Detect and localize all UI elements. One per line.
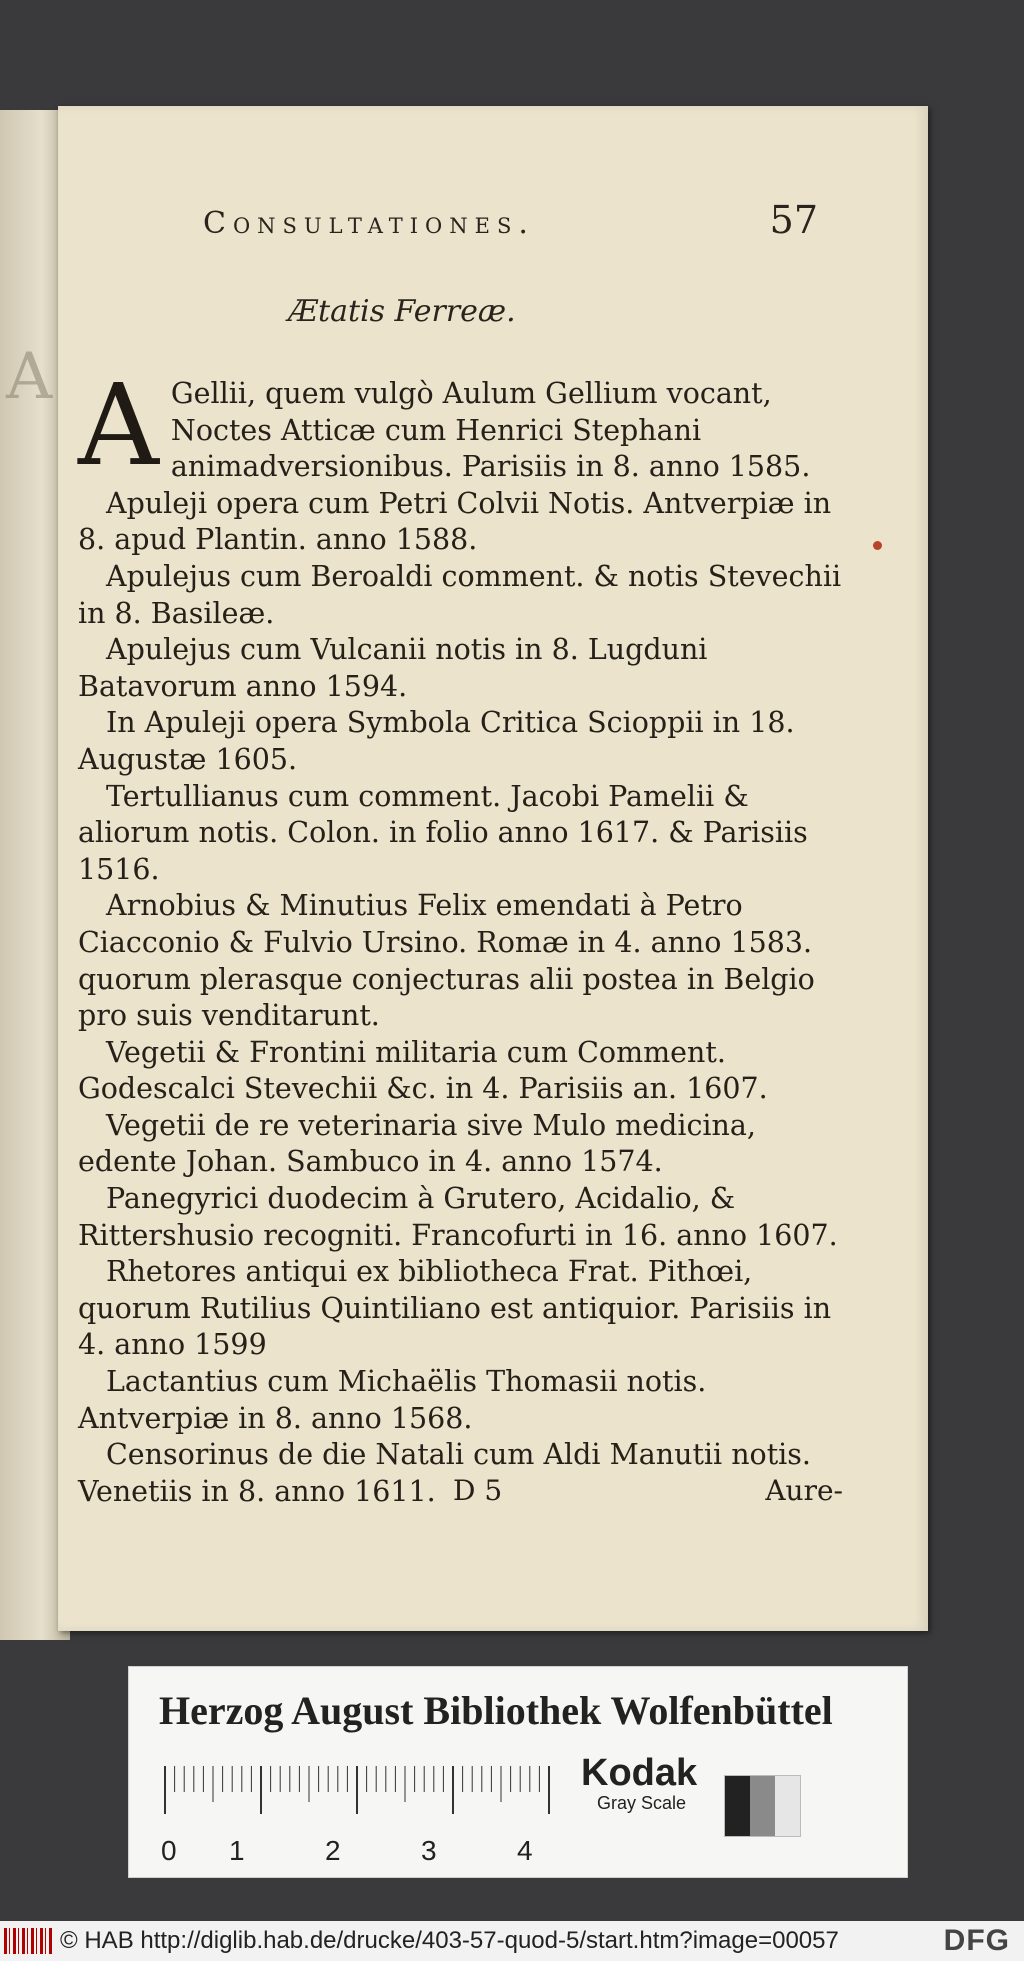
ruler-label: 4 (517, 1835, 533, 1866)
dfg-logo: DFG (943, 1924, 1010, 1957)
text-block (78, 361, 843, 1510)
section-title: Ætatis Ferreæ. (288, 294, 516, 329)
gray-scale-label: Gray Scale (597, 1793, 687, 1813)
ruler-label: 0 (161, 1835, 177, 1866)
swatch-light (775, 1776, 800, 1836)
ruler-label: 3 (421, 1835, 437, 1866)
ruler-ticks (165, 1766, 549, 1814)
entry: Vegetii de re veterinaria sive Mulo medicina, edente Johan. Sambuco in 4. anno 1574. (78, 1108, 756, 1179)
gray-swatch (724, 1775, 801, 1837)
ink-speck (873, 541, 882, 550)
entry: Panegyrici duodecim à Grutero, Acidalio, & Rittershusio recogniti. Francofurti in 16. anno 1607. (78, 1182, 838, 1252)
swatch-dark (725, 1776, 750, 1836)
ruler-label: 1 (229, 1835, 245, 1866)
entry: Lactantius cum Michaëlis Thomasii notis. Antverpiæ in 8. anno 1568. (78, 1365, 707, 1435)
entry: Vegetii & Frontini militaria cum Comment. Godescalci Stevechii &c. in 4. Parisiis an. 1607. (78, 1035, 768, 1106)
entry: Apuleji opera cum Petri Colvii Notis. Antverpiæ in 8. apud Plantin. anno 1588. (78, 486, 832, 557)
hab-barcode-icon (4, 1928, 52, 1954)
institution-name: Herzog August Bibliothek Wolfenbüttel (159, 1688, 833, 1733)
entry: Censorinus de die Natali cum Aldi Manutii notis. Venetiis in 8. anno 1611. (78, 1438, 811, 1508)
running-title: Consultationes. (203, 206, 535, 241)
entry: Rhetores antiqui ex bibliotheca Frat. Pithœi, quorum Rutilius Quintiliano est antiquior. Parisiis in 4. anno 1599 (78, 1255, 832, 1362)
entry: Apulejus cum Beroaldi comment. & notis Stevechii in 8. Basileæ. (78, 559, 842, 630)
attribution-text: © HAB http://diglib.hab.de/drucke/403-57-quod-5/start.htm?image=00057 (60, 1927, 839, 1954)
page-number: 57 (769, 198, 818, 242)
entry: Apulejus cum Vulcanii notis in 8. Lugduni Batavorum anno 1594. (78, 633, 708, 703)
signature-mark: D 5 (453, 1474, 503, 1507)
catchword: Aure- (765, 1474, 843, 1507)
drop-cap: A (78, 361, 159, 491)
entry (78, 361, 843, 491)
ruler (159, 1762, 579, 1872)
page-footer (78, 1474, 843, 1507)
ruler-label: 2 (325, 1835, 341, 1866)
attribution-bar (0, 1921, 1024, 1961)
ghost-letter: A (6, 340, 53, 414)
entry: Arnobius & Minutius Felix emendati à Petro Ciacconio & Fulvio Ursino. Romæ in 4. anno 1583. quorum plerasque conjecturas alii postea in Belgio pro suis venditarunt. (78, 889, 815, 1033)
swatch-mid (750, 1776, 775, 1836)
book-page (58, 106, 928, 1631)
kodak-logo: Kodak (581, 1752, 698, 1794)
kodak-brand (581, 1753, 697, 1814)
color-calibration-card (128, 1666, 908, 1878)
entry-text: Gellii, quem vulgò Aulum Gellium vocant, Noctes Atticæ cum Henrici Stephani animadversionibus. Parisiis in 8. anno 1585. (170, 377, 811, 484)
entry: Tertullianus cum comment. Jacobi Pamelii & aliorum notis. Colon. in folio anno 1617. & Parisiis 1516. (78, 779, 808, 886)
running-head (203, 198, 818, 242)
entry: In Apuleji opera Symbola Critica Scioppii in 18. Augustæ 1605. (78, 706, 795, 776)
